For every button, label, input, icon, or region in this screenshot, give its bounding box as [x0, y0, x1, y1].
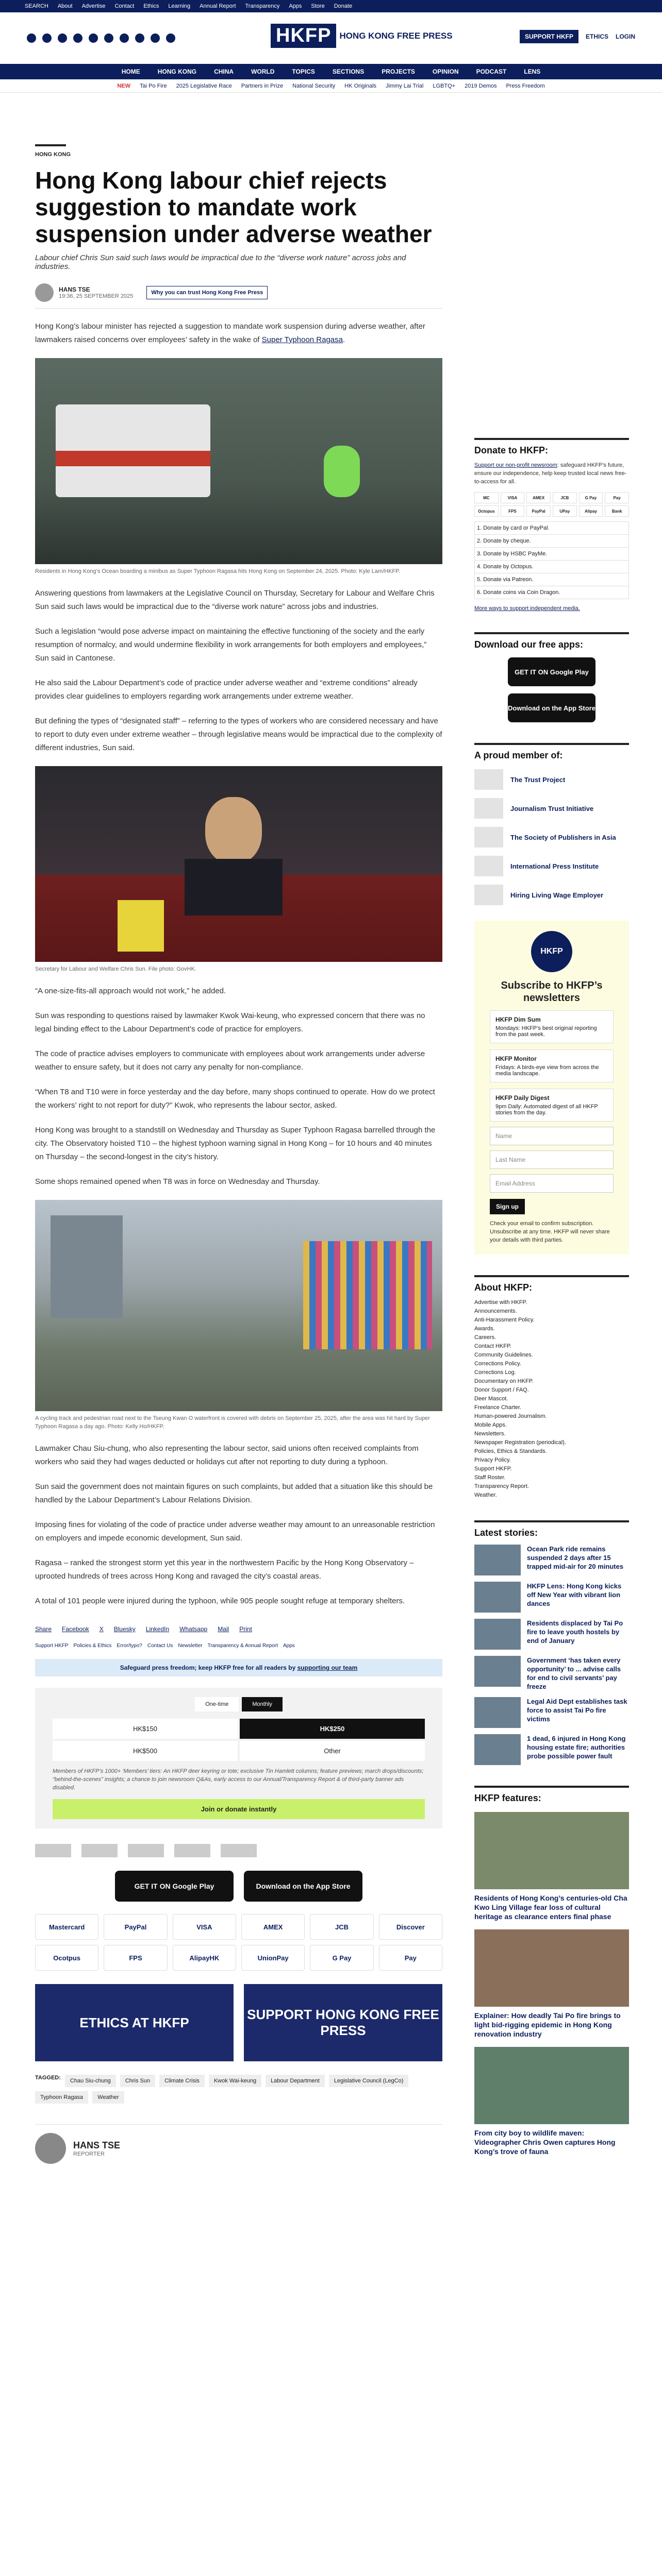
sidebar-google-play[interactable]: GET IT ON Google Play — [508, 657, 595, 686]
tag[interactable]: Chris Sun — [120, 2075, 155, 2087]
footer-link[interactable]: Support HKFP — [35, 1643, 69, 1649]
topbar-about[interactable]: About — [57, 3, 73, 9]
trending-bar — [0, 79, 662, 93]
about-list — [474, 1298, 629, 1500]
card-logo: AMEX — [526, 492, 551, 503]
topbar-store[interactable]: Store — [311, 3, 325, 9]
author-avatar[interactable] — [35, 283, 54, 302]
publish-date: 19:36, 25 SEPTEMBER 2025 — [59, 293, 134, 299]
feature-item[interactable]: From city boy to wildlife maven: Videographer Chris Owen captures Hong Kong’s trove of fauna — [474, 2047, 629, 2156]
trending-item[interactable]: Jimmy Lai Trial — [386, 82, 424, 89]
linkedin-icon[interactable] — [89, 33, 98, 43]
latest-item[interactable]: Residents displaced by Tai Po fire to leave youth hostels by end of January — [474, 1619, 629, 1650]
about-link[interactable]: Human-powered Journalism. — [474, 1413, 547, 1419]
tag[interactable]: Weather — [92, 2091, 124, 2104]
support-banner: Safeguard press freedom; keep HKFP free for all readers by supporting our team — [35, 1659, 442, 1676]
membership-note: Members of HKFP’s 1000+ ‘Members’ tiers: An HKFP deer keyring or tote; exclusive Tin Hamlett columns; feature previews; march drops/discounts; “behind-the-scenes” insights; a chance to join newsroom Q&As, early access to our Annual/Transparency Report & of third-party banner ads disabled. — [53, 1768, 424, 1791]
super-typhoon-link[interactable]: Super Typhoon Ragasa — [261, 335, 343, 344]
card-logo: UPay — [553, 505, 577, 517]
nav-podcast[interactable]: PODCAST — [476, 68, 507, 75]
ipi-icon — [474, 856, 503, 876]
member-org[interactable]: The Society of Publishers in Asia — [474, 827, 629, 848]
footer-link[interactable]: Contact Us — [147, 1643, 173, 1649]
trending-item[interactable]: Partners in Prize — [241, 82, 284, 89]
login-link[interactable]: LOGIN — [616, 33, 635, 40]
paragraph: Lawmaker Chau Siu-chung, who also representing the labour sector, said unions often received complaints from workers who said they had wages deducted or holidays cut after not reporting to duty during a typhoon. — [35, 1444, 419, 1466]
newsletter-title: Subscribe to HKFP’s newsletters — [501, 980, 603, 1004]
latest-item[interactable]: Ocean Park ride remains suspended 2 days after 15 trapped mid-air for 20 minutes — [474, 1545, 629, 1575]
caption: Secretary for Labour and Welfare Chris Sun. File photo: GovHK. — [35, 966, 196, 972]
amount-option[interactable]: HK$150 — [53, 1719, 238, 1739]
paragraph: “A one-size-fits-all approach would not work,” he added. — [35, 987, 226, 995]
article-deck: Labour chief Chris Sun said such laws would be impractical due to the “diverse work nature” across jobs and industries. — [35, 253, 406, 271]
support-team-link[interactable]: supporting our team — [297, 1664, 358, 1671]
author-box-name[interactable]: HANS TSE — [73, 2140, 121, 2150]
sidebar-app-store[interactable]: Download on the App Store — [508, 693, 595, 722]
more-ways-link[interactable]: More ways to support independent media. — [474, 605, 580, 612]
social-icons — [27, 33, 175, 43]
support-hkfp-button[interactable]: SUPPORT HKFP — [520, 30, 578, 43]
author-name[interactable]: HANS TSE — [59, 286, 90, 293]
feature-item[interactable]: Residents of Hong Kong’s centuries-old Cha Kwo Ling Village fear loss of cultural heritage as clearance enters final phase — [474, 1812, 629, 1921]
footer-links — [35, 1643, 442, 1649]
newsletter-option[interactable]: HKFP Daily Digest 9pm Daily: Automated digest of all HKFP stories from the day. — [490, 1089, 614, 1122]
member-org[interactable]: International Press Institute — [474, 856, 629, 876]
tags-label: TAGGED: — [35, 2075, 61, 2081]
card-logo: FPS — [501, 505, 525, 517]
payment-logo[interactable]: AlipayHK — [173, 1945, 236, 1971]
paragraph: Hong Kong’s labour minister has rejected a suggestion to mandate work suspension during adverse weather, after lawmakers raised concerns over employees’ safety in the wake of Super Typhoon Ragasa. — [35, 322, 425, 344]
nav-hong-kong[interactable]: HONG KONG — [157, 68, 197, 75]
sidebar — [474, 438, 629, 2156]
about-link[interactable]: Support HKFP. — [474, 1466, 512, 1472]
footer-link[interactable]: Policies & Ethics — [73, 1643, 112, 1649]
about-link[interactable]: Advertise with HKFP. — [474, 1299, 527, 1306]
share-facebook[interactable]: Facebook — [62, 1625, 89, 1633]
donate-intro: Support our non-profit newsroom: safeguard HKFP’s future, ensure our independence, help keep trusted local news free-to-access for all. — [474, 462, 627, 485]
amount-option[interactable]: HK$500 — [53, 1741, 238, 1761]
about-link[interactable]: Newsletters. — [474, 1431, 506, 1437]
nav-topics[interactable]: TOPICS — [292, 68, 315, 75]
donate-method[interactable]: 2. Donate by cheque. — [474, 534, 629, 548]
caption: A cycling track and pedestrian road next to the Tseung Kwan O waterfront is covered with debris on September 25, 2025, after the area was hit hard by Super Typhoon Ragasa a day ago. Photo: Kelly Ho/HKFP. — [35, 1415, 430, 1430]
topbar-advertise[interactable]: Advertise — [81, 3, 106, 9]
apps-heading: Download our free apps: — [474, 632, 629, 650]
about-link[interactable]: Careers. — [474, 1334, 496, 1341]
rss-icon[interactable] — [166, 33, 175, 43]
payment-logo[interactable]: VISA — [173, 1914, 236, 1940]
member-org[interactable]: Journalism Trust Initiative — [474, 798, 629, 819]
trust-project-logo — [35, 1844, 71, 1857]
name-field[interactable]: Name — [490, 1127, 614, 1145]
paragraph: A total of 101 people were injured during the typhoon, while 905 people sought refuge at temporary shelters. — [35, 1597, 405, 1605]
one-time-toggle[interactable]: One-time — [195, 1697, 239, 1711]
nav-china[interactable]: CHINA — [214, 68, 234, 75]
byline — [35, 283, 442, 309]
donate-method[interactable]: 6. Donate coins via Coin Dragon. — [474, 586, 629, 599]
tag[interactable]: Chau Siu-chung — [65, 2075, 116, 2087]
topbar-ethics[interactable]: Ethics — [143, 3, 159, 9]
tags — [35, 2075, 442, 2104]
donate-method[interactable]: 3. Donate by HSBC PayMe. — [474, 547, 629, 561]
site-logo[interactable]: HKFP HONG KONG FREE PRESS — [271, 24, 453, 48]
card-logo: Bank — [605, 505, 629, 517]
paragraph: Some shops remained opened when T8 was in force on Wednesday and Thursday. — [35, 1177, 320, 1186]
living-wage-icon — [474, 885, 503, 905]
topbar-annual-report[interactable]: Annual Report — [200, 3, 236, 9]
support-promo[interactable]: SUPPORT HONG KONG FREE PRESS — [244, 1984, 442, 2061]
card-logo: G Pay — [579, 492, 603, 503]
nav-projects[interactable]: PROJECTS — [382, 68, 415, 75]
story-thumbnail — [474, 1545, 521, 1575]
sopa-logo — [128, 1844, 164, 1857]
telegram-icon[interactable] — [120, 33, 129, 43]
payment-logo[interactable]: Mastercard — [35, 1914, 98, 1940]
paragraph: Imposing fines for violating of the code of practice under adverse weather may amount to an unreasonable restriction on employers and impede economic development, Sun said. — [35, 1520, 435, 1543]
about-link[interactable]: Staff Roster. — [474, 1475, 506, 1481]
ethics-link[interactable]: ETHICS — [585, 33, 608, 40]
ethics-promo[interactable]: ETHICS AT HKFP — [35, 1984, 234, 2061]
trending-item[interactable]: Tai Po Fire — [139, 82, 167, 89]
about-link[interactable]: Documentary on HKFP. — [474, 1378, 534, 1384]
donate-heading: Donate to HKFP: — [474, 438, 629, 456]
about-link[interactable]: Anti-Harassment Policy. — [474, 1317, 535, 1323]
trending-item[interactable]: 2019 Demos — [465, 82, 497, 89]
app-store-button[interactable]: Download on the App Store — [244, 1871, 362, 1902]
topbar-transparency[interactable]: Transparency — [245, 3, 280, 9]
topbar-learning[interactable]: Learning — [168, 3, 191, 9]
amount-option-selected[interactable]: HK$250 — [240, 1719, 425, 1739]
photo-chris-sun — [35, 766, 442, 962]
about-link[interactable]: Weather. — [474, 1492, 497, 1498]
nav-sections[interactable]: SECTIONS — [332, 68, 365, 75]
feature-image — [474, 2047, 629, 2124]
latest-item[interactable]: Government ‘has taken every opportunity’ to ... advise calls for end to civil servants’ pay freeze — [474, 1656, 629, 1691]
donate-methods — [474, 521, 629, 599]
new-badge: NEW — [117, 82, 130, 89]
footer-link[interactable]: Error/typo? — [117, 1643, 142, 1649]
payment-logo[interactable]: AMEX — [241, 1914, 305, 1940]
share-print[interactable]: Print — [239, 1625, 252, 1633]
nav-lens[interactable]: LENS — [524, 68, 541, 75]
main-nav — [0, 64, 662, 79]
donate-widget — [35, 1688, 442, 1828]
about-link[interactable]: Announcements. — [474, 1308, 517, 1314]
payment-logo[interactable]: G Pay — [310, 1945, 373, 1971]
topbar-search[interactable]: SEARCH — [25, 3, 48, 9]
paragraph: “When T8 and T10 were in force yesterday and the day before, many shops continued to operate. How do we protect the workers’ right to not report for duty?” Kwok, who represents the labour sector, asked. — [35, 1088, 435, 1110]
footer-link[interactable]: Transparency & Annual Report — [207, 1643, 278, 1649]
footer-link[interactable]: Apps — [283, 1643, 295, 1649]
payment-logo[interactable]: JCB — [310, 1914, 373, 1940]
footer-link[interactable]: Newsletter — [178, 1643, 203, 1649]
card-logo: PayPal — [526, 505, 551, 517]
about-heading: About HKFP: — [474, 1275, 629, 1293]
payment-logo[interactable]: FPS — [104, 1945, 167, 1971]
trending-item[interactable]: LGBTQ+ — [433, 82, 456, 89]
author-box-role: REPORTER — [73, 2150, 105, 2157]
feature-image — [474, 1929, 629, 2007]
about-link[interactable]: Corrections Policy. — [474, 1361, 521, 1367]
about-link[interactable]: Transparency Report. — [474, 1483, 529, 1489]
about-link[interactable]: Community Guidelines. — [474, 1352, 533, 1358]
payment-logo[interactable]: Discover — [379, 1914, 442, 1940]
monthly-toggle[interactable]: Monthly — [242, 1697, 283, 1711]
about-link[interactable]: Awards. — [474, 1326, 495, 1332]
email-field[interactable]: Email Address — [490, 1174, 614, 1193]
story-thumbnail — [474, 1734, 521, 1765]
about-link[interactable]: Donor Support / FAQ. — [474, 1387, 529, 1393]
about-link[interactable]: Deer Mascot. — [474, 1396, 508, 1402]
caption: Residents in Hong Kong’s Ocean boarding a minibus as Super Typhoon Ragasa hits Hong Kong on September 24, 2025. Photo: Kyle Lam/HKFP. — [35, 568, 401, 574]
newsletter-signup — [474, 921, 629, 1255]
payment-logo[interactable]: Pay — [379, 1945, 442, 1971]
donate-method[interactable]: 1. Donate by card or PayPal. — [474, 521, 629, 535]
share-linkedin[interactable]: LinkedIn — [145, 1625, 170, 1633]
about-link[interactable]: Mobile Apps. — [474, 1422, 507, 1428]
topbar-contact[interactable]: Contact — [114, 3, 135, 9]
card-logo: JCB — [553, 492, 577, 503]
tag[interactable]: Typhoon Ragasa — [35, 2091, 88, 2104]
top-utility-bar — [0, 0, 662, 12]
latest-item[interactable]: HKFP Lens: Hong Kong kicks off New Year with vibrant lion dances — [474, 1582, 629, 1613]
living-wage-logo — [221, 1844, 257, 1857]
share-label: Share — [35, 1625, 52, 1633]
x-icon[interactable] — [42, 33, 52, 43]
card-logo: Alipay — [579, 505, 603, 517]
paragraph: But defining the types of “designated staff” – referring to the types of workers who are considered necessary and have to report to duty even under extreme weather – through legislative means would be impractical due to the complexity of different industries, Sun said. — [35, 717, 442, 752]
latest-heading: Latest stories: — [474, 1520, 629, 1538]
photo-tseung-kwan-o — [35, 1200, 442, 1411]
paragraph: Sun said the government does not maintain figures on such complaints, but added that a situation like this should be handled by the Labour Department’s Labour Relations Division. — [35, 1482, 433, 1504]
payment-logo[interactable]: Ocotpus — [35, 1945, 98, 1971]
threads-icon[interactable] — [135, 33, 144, 43]
trust-project-icon — [474, 769, 503, 790]
tag[interactable]: Legislative Council (LegCo) — [329, 2075, 409, 2087]
share-bar — [35, 1625, 442, 1633]
jti-icon — [474, 798, 503, 819]
share-x[interactable]: X — [99, 1625, 104, 1633]
instagram-icon[interactable] — [58, 33, 67, 43]
card-logo: Octopus — [474, 505, 499, 517]
trending-item[interactable]: HK Originals — [344, 82, 377, 89]
newsletter-option[interactable]: HKFP Dim Sum Mondays: HKFP’s best original reporting from the past week. — [490, 1010, 614, 1043]
paragraph: Answering questions from lawmakers at the Legislative Council on Thursday, Secretary for Labour and Welfare Chris Sun said such laws would be impractical due to the “diverse work nature” across jobs and industries. — [35, 589, 435, 611]
topbar-apps[interactable]: Apps — [289, 3, 302, 9]
google-play-button[interactable]: GET IT ON Google Play — [115, 1871, 234, 1902]
member-org[interactable]: Hiring Living Wage Employer — [474, 885, 629, 905]
about-link[interactable]: Contact HKFP. — [474, 1343, 511, 1349]
tag[interactable]: Kwok Wai-keung — [209, 2075, 261, 2087]
paragraph: Sun was responding to questions raised by lawmaker Kwok Wai-keung, who expressed concern that there was no legal binding effect to the Labour Department’s code of practice for employers. — [35, 1011, 425, 1033]
feature-image — [474, 1812, 629, 1889]
feature-item[interactable]: Explainer: How deadly Tai Po fire brings to light bid-rigging epidemic in Hong Kong renovation industry — [474, 1929, 629, 2039]
story-thumbnail — [474, 1582, 521, 1613]
share-mail[interactable]: Mail — [218, 1625, 229, 1633]
nonprofit-link[interactable]: Support our non-profit newsroom — [474, 462, 557, 468]
trending-item[interactable]: Press Freedom — [506, 82, 545, 89]
about-link[interactable]: Privacy Policy. — [474, 1457, 511, 1463]
sopa-icon — [474, 827, 503, 848]
article — [35, 139, 442, 2164]
paragraph: Such a legislation “would pose adverse impact on maintaining the effective functioning of the society and the early resumption of normalcy, and would undermine flexibility in work arrangements for both employers and employees,” Sun said in Cantonese. — [35, 627, 427, 663]
newsletter-option[interactable]: HKFP Monitor Fridays: A birds-eye view from across the media landscape. — [490, 1049, 614, 1082]
story-thumbnail — [474, 1656, 521, 1687]
author-box — [35, 2124, 442, 2164]
card-logo: MC — [474, 492, 499, 503]
facebook-icon[interactable] — [27, 33, 36, 43]
member-org[interactable]: The Trust Project — [474, 769, 629, 790]
paragraph: Ragasa – ranked the strongest storm yet this year in the northwestern Pacific by the Hong Kong Observatory – uprooted hundreds of trees across Hong Kong and ravaged the city’s coastal areas. — [35, 1558, 414, 1581]
card-logo: VISA — [501, 492, 525, 503]
tag[interactable]: Labour Department — [266, 2075, 325, 2087]
about-link[interactable]: Corrections Log. — [474, 1369, 516, 1376]
nav-world[interactable]: WORLD — [251, 68, 275, 75]
about-link[interactable]: Policies, Ethics & Standards. — [474, 1448, 547, 1454]
share-whatsapp[interactable]: Whatsapp — [179, 1625, 208, 1633]
last-name-field[interactable]: Last Name — [490, 1150, 614, 1169]
about-link[interactable]: Newspaper Registration (periodical). — [474, 1439, 566, 1446]
category-kicker[interactable]: HONG KONG — [35, 144, 66, 158]
amount-option-other[interactable]: Other — [240, 1741, 425, 1761]
card-logo: Pay — [605, 492, 629, 503]
nav-opinion[interactable]: OPINION — [432, 68, 459, 75]
photo-minibus — [35, 358, 442, 564]
author-box-avatar[interactable] — [35, 2133, 66, 2164]
features-heading: HKFP features: — [474, 1786, 629, 1804]
jti-logo — [81, 1844, 118, 1857]
story-thumbnail — [474, 1619, 521, 1650]
share-bluesky[interactable]: Bluesky — [113, 1625, 136, 1633]
member-heading: A proud member of: — [474, 743, 629, 761]
site-header — [0, 12, 662, 64]
latest-item[interactable]: Legal Aid Dept establishes task force to assist Tai Po fire victims — [474, 1697, 629, 1728]
latest-item[interactable]: 1 dead, 6 injured in Hong Kong housing estate fire; authorities probe possible power fault — [474, 1734, 629, 1765]
youtube-icon[interactable] — [73, 33, 82, 43]
about-link[interactable]: Freelance Charter. — [474, 1404, 522, 1411]
payment-logo[interactable]: UnionPay — [241, 1945, 305, 1971]
payment-logo[interactable]: PayPal — [104, 1914, 167, 1940]
donate-method[interactable]: 5. Donate via Patreon. — [474, 573, 629, 586]
story-thumbnail — [474, 1697, 521, 1728]
article-title: Hong Kong labour chief rejects suggestion to mandate work suspension under adverse weather — [35, 167, 432, 247]
paragraph: He also said the Labour Department’s code of practice under adverse weather and “extreme conditions” already provides clear guidelines to employers regarding work arrangements under extreme weather. — [35, 679, 418, 701]
member-badges-row — [35, 1844, 442, 1857]
donate-method[interactable]: 4. Donate by Octopus. — [474, 560, 629, 573]
whatsapp-icon[interactable] — [104, 33, 113, 43]
bluesky-icon[interactable] — [151, 33, 160, 43]
tag[interactable]: Climate Crisis — [159, 2075, 205, 2087]
newsletter-logo: HKFP — [531, 931, 572, 972]
payment-methods — [35, 1914, 442, 1971]
join-donate-button[interactable]: Join or donate instantly — [53, 1799, 425, 1819]
trending-item[interactable]: National Security — [292, 82, 336, 89]
topbar-donate[interactable]: Donate — [334, 3, 353, 9]
trust-link[interactable]: Why you can trust Hong Kong Free Press — [146, 286, 268, 299]
trending-item[interactable]: 2025 Legislative Race — [176, 82, 232, 89]
nav-home[interactable]: HOME — [121, 68, 140, 75]
donate-cards — [474, 492, 629, 517]
newsletter-note: Check your email to confirm subscription. Unsubscribe at any time. HKFP will never share your details with third parties. — [490, 1221, 610, 1243]
ipi-logo — [174, 1844, 210, 1857]
signup-button[interactable]: Sign up — [490, 1199, 525, 1214]
paragraph: The code of practice advises employers to communicate with employees about work arrangements under adverse weather to ensure safety, but it does not carry any penalty for non-compliance. — [35, 1049, 425, 1072]
paragraph: Hong Kong was brought to a standstill on Wednesday and Thursday as Super Typhoon Ragasa barrelled through the city. The Observatory hoisted T10 – the highest typhoon warning signal in Hong Kong – for 10 hours and 40 minutes on Thursday – the second-longest in the city’s history. — [35, 1126, 436, 1161]
